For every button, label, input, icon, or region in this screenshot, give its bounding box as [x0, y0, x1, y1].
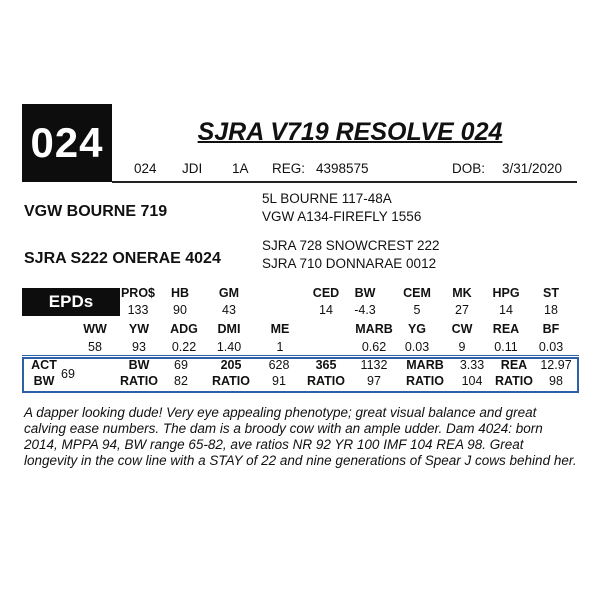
- w205-head-top: 205: [220, 358, 242, 372]
- actual-birth-weight: 69: [61, 367, 75, 381]
- w205-value: 628: [268, 358, 290, 372]
- epd-header: BW: [354, 286, 376, 300]
- epd-value: 90: [173, 303, 187, 317]
- act-label: ACT: [31, 358, 57, 372]
- epd-value: 133: [127, 303, 149, 317]
- bw-ratio-head-top: BW: [128, 358, 150, 372]
- rea-ratio: 98: [549, 374, 563, 388]
- epd-header: BF: [542, 322, 560, 336]
- epd-header: MK: [452, 286, 472, 300]
- marb-value: 3.33: [459, 358, 485, 372]
- bw-ratio-head-bottom: RATIO: [120, 374, 158, 388]
- bw-label: BW: [33, 374, 55, 388]
- marb-head-top: MARB: [406, 358, 444, 372]
- epd-header: WW: [83, 322, 107, 336]
- epds-label: EPDs: [48, 292, 94, 311]
- epd-value: 5: [413, 303, 421, 317]
- epd-header: ADG: [170, 322, 198, 336]
- sire-dam: VGW A134-FIREFLY 1556: [262, 209, 422, 224]
- sire-sire: 5L BOURNE 117-48A: [262, 191, 392, 206]
- epd-header: YW: [128, 322, 150, 336]
- animal-name-title: SJRA V719 RESOLVE 024: [197, 118, 503, 146]
- epds-label-box: [22, 288, 120, 316]
- dam-dam: SJRA 710 DONNARAE 0012: [262, 256, 437, 271]
- dob-label: DOB:: [452, 161, 486, 176]
- epd-value: 0.62: [361, 340, 387, 354]
- tattoo: 024: [134, 161, 157, 176]
- bw-actual-value: 69: [174, 358, 188, 372]
- epd-value: 27: [455, 303, 469, 317]
- marb-head-bottom: RATIO: [406, 374, 444, 388]
- sire-name: VGW BOURNE 719: [24, 203, 168, 220]
- rea-head-top: REA: [500, 358, 528, 372]
- epd-value: 14: [319, 303, 333, 317]
- lot-number-box: [22, 104, 112, 182]
- class-code: 1A: [232, 161, 249, 176]
- epd-header: ST: [543, 286, 559, 300]
- w205-ratio: 91: [272, 374, 286, 388]
- epd-value: 0.11: [494, 340, 518, 354]
- epd-value: 43: [222, 303, 236, 317]
- marb-ratio: 104: [461, 374, 483, 388]
- rea-value: 12.97: [540, 358, 572, 372]
- owner-code: JDI: [182, 161, 203, 176]
- w365-value: 1132: [360, 358, 388, 372]
- epd-value: 9: [458, 340, 466, 354]
- w365-ratio: 97: [367, 374, 381, 388]
- header-divider: [112, 181, 577, 183]
- epd-header: CW: [451, 322, 473, 336]
- epd-value: 18: [544, 303, 558, 317]
- reg-number: 4398575: [316, 161, 369, 176]
- epd-header: CEM: [403, 286, 431, 300]
- epd-value: -4.3: [354, 303, 376, 317]
- epd-value: 1: [276, 340, 284, 354]
- bw-ratio-value: 82: [174, 374, 188, 388]
- w365-head-top: 365: [315, 358, 337, 372]
- epd-header: YG: [407, 322, 427, 336]
- dam-sire: SJRA 728 SNOWCREST 222: [262, 238, 440, 253]
- lot-description: A dapper looking dude! Very eye appealing phenotype; great visual balance and great calving ease numbers. The dam is a broody cow with an ample udder. Dam 4024: born 2014, MPPA 94, BW range 65-82, ave ratios NR 92 YR 100 IMF 104 REA 98. Great longevity in the cow line with a STAY of 22 and nine generations of Spear J cows behind her.: [24, 405, 577, 468]
- dam-name: SJRA S222 ONERAE 4024: [24, 250, 221, 267]
- w365-head-bottom: RATIO: [307, 374, 345, 388]
- epd-header: ME: [270, 322, 290, 336]
- epd-value: 58: [88, 340, 102, 354]
- epd-header: PRO$: [120, 286, 156, 300]
- epd-value: 14: [499, 303, 513, 317]
- lot-number: 024: [30, 119, 104, 166]
- epd-header: MARB: [355, 322, 393, 336]
- epd-header: REA: [492, 322, 520, 336]
- epd-value: 1.40: [216, 340, 242, 354]
- epd-value: 0.22: [171, 340, 197, 354]
- epd-header: CED: [312, 286, 340, 300]
- epd-header: GM: [218, 286, 240, 300]
- epd-value: 93: [132, 340, 146, 354]
- epd-header: HPG: [492, 286, 520, 300]
- epd-value: 0.03: [404, 340, 430, 354]
- rea-head-bottom: RATIO: [495, 374, 533, 388]
- w205-head-bottom: RATIO: [212, 374, 250, 388]
- dob-value: 3/31/2020: [502, 161, 563, 176]
- reg-label: REG:: [272, 161, 306, 176]
- epd-header: HB: [170, 286, 190, 300]
- epd-value: 0.03: [538, 340, 564, 354]
- epd-header: DMI: [217, 322, 241, 336]
- actuals-top-rule: [22, 355, 579, 356]
